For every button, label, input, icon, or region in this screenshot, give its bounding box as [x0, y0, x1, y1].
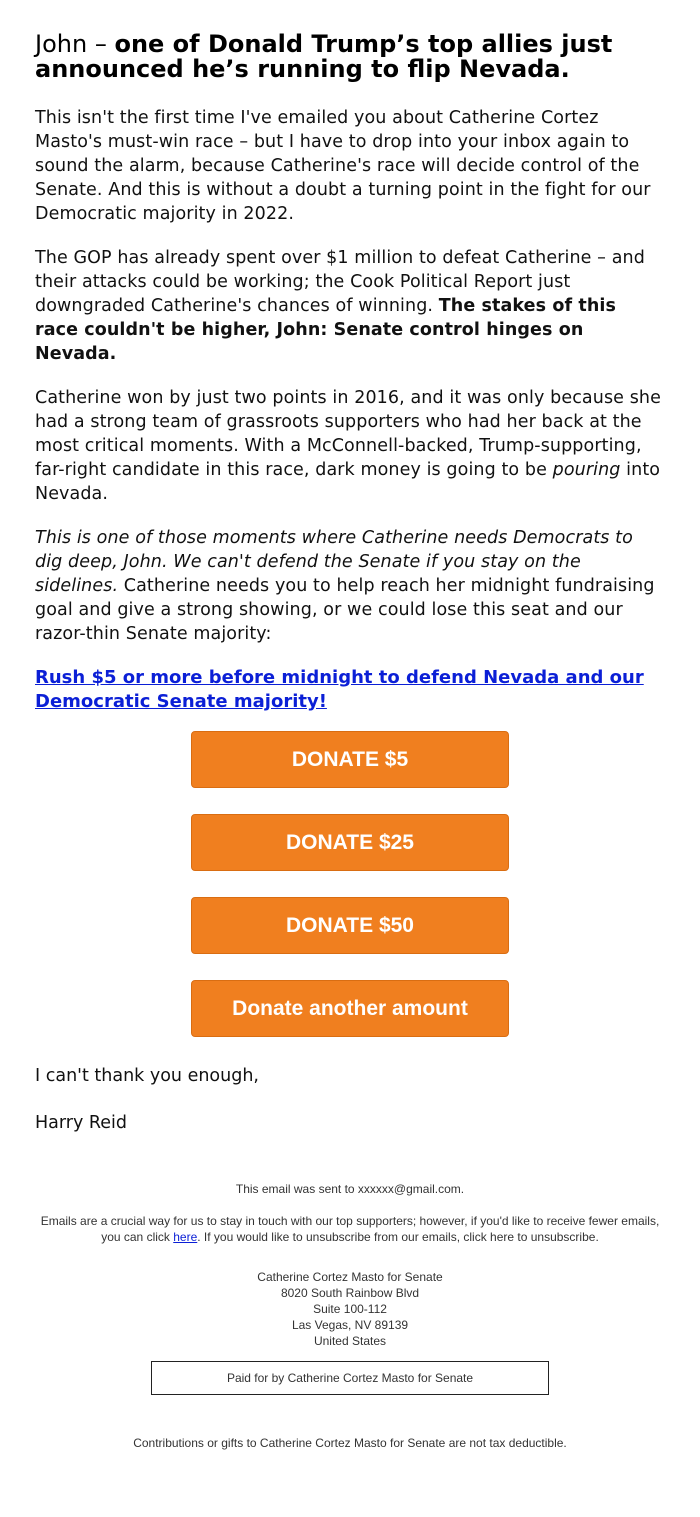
donate-50-button[interactable]: DONATE $50 [191, 897, 509, 954]
footer-preferences-text-b: . If you would like to unsubscribe from our emails, click here to unsubscribe. [197, 1230, 599, 1244]
paragraph-3 [35, 386, 665, 506]
paragraph-2 [35, 246, 665, 366]
footer-preferences [30, 1213, 670, 1245]
address-line: United States [313, 1334, 387, 1348]
paragraph-4-text: Catherine needs you to help reach her midnight fundraising goal and give a strong showing, or we could lose this seat and our razor-thin Senate majority: [35, 576, 655, 644]
headline-prefix: John – [35, 30, 115, 58]
paragraph-3-text: Catherine won by just two points in 2016, and it was only because she had a strong team of grassroots supporters who had her back at the most critical moments. With a McConnell-backed, Trump-supporting, far-right candidate in this race, dark money is going to be [35, 388, 661, 480]
address-line: 8020 South Rainbow Blvd [280, 1286, 420, 1300]
paragraph-3-end: into Nevada. [35, 460, 661, 504]
footer-tax-disclaimer: Contributions or gifts to Catherine Cortez Masto for Senate are not tax deductible. [133, 1436, 567, 1450]
address-line: Suite 100-112 [313, 1302, 387, 1316]
donate-5-button[interactable]: DONATE $5 [191, 731, 509, 788]
footer-sent-to: This email was sent to xxxxxx@gmail.com. [235, 1182, 465, 1196]
paragraph-2-bold: The stakes of this race couldn't be higher, John: Senate control hinges on Nevada. [35, 296, 616, 364]
paragraph-1: This isn't the first time I've emailed you about Catherine Cortez Masto's must-win race – but I have to drop into your inbox again to sound the alarm, because Catherine's race will decide control of the Senate. And this is without a doubt a turning point in the fight for our Democratic majority in 2022. [35, 108, 651, 224]
donate-25-button[interactable]: DONATE $25 [191, 814, 509, 871]
headline-bold: one of Donald Trump’s top allies just announced he’s running to flip Nevada. [35, 30, 613, 83]
donate-cta-link[interactable]: Rush $5 or more before midnight to defend Nevada and our Democratic Senate majority! [35, 667, 644, 712]
paragraph-2-text: The GOP has already spent over $1 million to defeat Catherine – and their attacks could be working; the Cook Political Report just downgraded Catherine's chances of winning. [35, 248, 645, 316]
address-line: Las Vegas, NV 89139 [291, 1318, 409, 1332]
paragraph-3-italic: pouring [552, 460, 621, 480]
fewer-emails-link[interactable]: here [173, 1230, 198, 1244]
footer-preferences-text-a: Emails are a crucial way for us to stay in touch with our top supporters; however, if you'd like to receive fewer emails, you can click [40, 1214, 660, 1244]
paid-for-box: Paid for by Catherine Cortez Masto for Senate [151, 1361, 549, 1395]
paragraph-4-italic: This is one of those moments where Catherine needs Democrats to dig deep, John. We can't defend the Senate if you stay on the sidelines. [35, 528, 633, 596]
address-line: Catherine Cortez Masto for Senate [257, 1270, 443, 1284]
donate-other-amount-button[interactable]: Donate another amount [191, 980, 509, 1037]
email-body [35, 32, 665, 734]
headline [35, 32, 665, 82]
footer-address [30, 1269, 670, 1349]
signoff-name: Harry Reid [35, 1113, 127, 1133]
paragraph-4 [35, 526, 665, 646]
signoff-thanks: I can't thank you enough, [35, 1066, 259, 1086]
donate-buttons [191, 731, 509, 1063]
